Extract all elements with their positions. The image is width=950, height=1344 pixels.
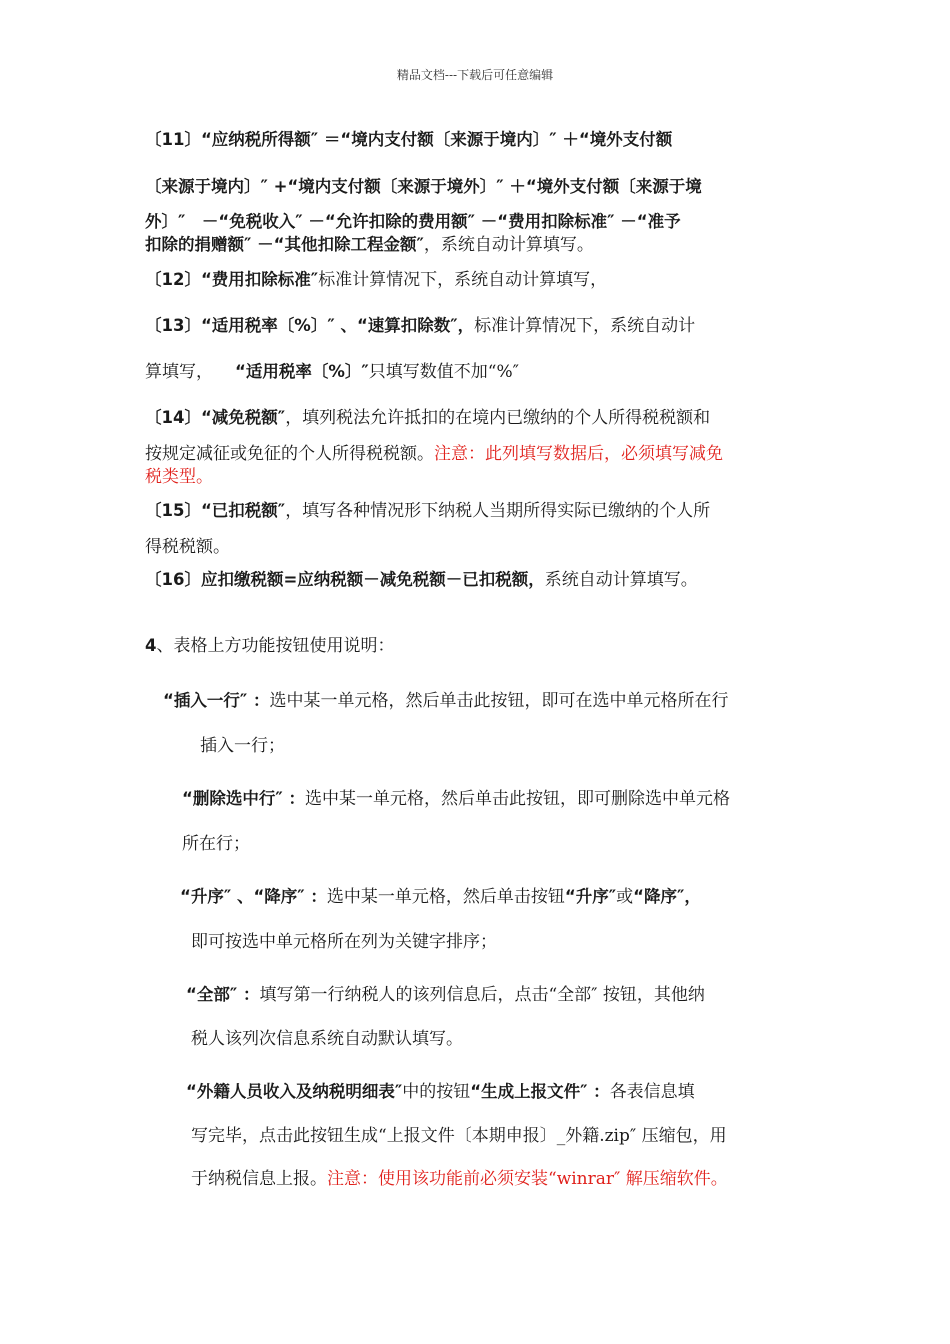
item-14-line-3	[145, 466, 213, 488]
delete-row-text-1: 选中某一单元格，然后单击此按钮，即可删除选中单元格	[304, 789, 730, 809]
section-4-number: 4	[145, 636, 157, 655]
item-16-heading: 〔16〕应扣缴税额=应纳税额－减免税额－已扣税额，	[145, 570, 545, 589]
item-13-text-3: 只填写数值不加“%″	[368, 362, 519, 382]
item-14-warning-1: 注意：此列填写数据后，必须填写减免	[434, 444, 723, 464]
all-desc-line-1	[186, 984, 705, 1006]
insert-row-text-1: 选中某一单元格，然后单击此按钮，即可在选中单元格所在行	[269, 691, 729, 711]
item-15-text-1: ，填写各种情况形下纳税人当期所得实际已缴纳的个人所	[285, 501, 711, 521]
item-13-heading-2: “适用税率〔%〕″	[235, 362, 369, 381]
delete-row-desc-line-1	[182, 788, 730, 810]
all-text-1: 填写第一行纳税人的该列信息后，点击“全部″ 按钮，其他纳	[259, 985, 705, 1005]
item-11-heading-1: 〔11〕“应纳税所得额″ ＝“境内支付额〔来源于境内〕″ ＋“境外支付额	[145, 130, 673, 149]
foreign-text-3: 写完毕，点击此按钮生成“上报文件〔本期申报〕_外籍.zip″ 压缩包，用	[191, 1126, 727, 1146]
item-16-text: 系统自动计算填写。	[544, 570, 698, 590]
item-13-heading: 〔13〕“适用税率〔%〕″ 、“速算扣除数″，	[145, 316, 475, 335]
item-14-heading: 〔14〕“减免税额″	[145, 408, 286, 427]
item-14-warning-2: 税类型。	[145, 467, 213, 487]
sort-label: “升序″ 、“降序″ ：	[180, 887, 327, 906]
item-12-text: 标准计算情况下，系统自动计算填写，	[318, 270, 608, 290]
item-11-line-3	[145, 211, 681, 233]
generate-file-label: “生成上报文件″ ：	[470, 1082, 610, 1101]
sort-desc-label: “降序″，	[633, 887, 701, 906]
delete-row-desc-line-2	[182, 833, 250, 855]
foreign-desc-line-1	[186, 1081, 695, 1103]
item-14-text-1: ，填列税法允许抵扣的在境内已缴纳的个人所得税税额和	[285, 408, 711, 428]
foreign-table-label: “外籍人员收入及纳税明细表″	[186, 1082, 403, 1101]
delete-row-text-2: 所在行；	[182, 834, 250, 854]
sort-or: 或	[616, 887, 634, 907]
insert-row-desc-line-2	[200, 735, 285, 757]
item-13-line-2	[145, 361, 519, 383]
all-label: “全部″ ：	[186, 985, 260, 1004]
item-15-line-2	[145, 536, 230, 558]
foreign-text-2: 各表信息填	[609, 1082, 695, 1102]
foreign-text-4: 于纳税信息上报。	[191, 1169, 327, 1189]
insert-row-desc-line-1	[163, 690, 728, 712]
item-14-line-2	[145, 443, 723, 465]
sort-asc-label: “升序″	[564, 887, 617, 906]
section-4-title-text: 、表格上方功能按钮使用说明：	[156, 636, 395, 656]
sort-desc-line-2	[191, 931, 497, 953]
item-15-text-2: 得税税额。	[145, 537, 230, 557]
sort-text-1: 选中某一单元格，然后单击按钮	[326, 887, 565, 907]
sort-desc-line-1	[180, 886, 701, 908]
foreign-text-1: 中的按钮	[402, 1082, 471, 1102]
all-text-2: 税人该列次信息系统自动默认填写。	[191, 1029, 463, 1049]
foreign-warning: 注意：使用该功能前必须安装“winrar″ 解压缩软件。	[327, 1169, 728, 1189]
item-11-text: ，系统自动计算填写。	[423, 235, 594, 255]
item-12-heading: 〔12〕“费用扣除标准″	[145, 270, 319, 289]
item-11-heading-4: 扣除的捐赠额″ －“其他扣除工程金额″	[145, 235, 424, 254]
all-desc-line-2	[191, 1028, 463, 1050]
foreign-desc-line-2	[191, 1125, 727, 1147]
insert-row-label: “插入一行″ ：	[163, 691, 270, 710]
item-12-line-1	[145, 269, 607, 291]
item-16-line-1	[145, 569, 698, 591]
item-14-text-2: 按规定减征或免征的个人所得税税额。	[145, 444, 434, 464]
item-14-line-1	[145, 407, 710, 429]
section-4-title	[145, 635, 394, 657]
item-11-line-4	[145, 234, 594, 256]
item-11-line-2	[145, 176, 702, 198]
item-13-line-1	[145, 315, 695, 337]
insert-row-text-2: 插入一行；	[200, 736, 285, 756]
delete-row-label: “删除选中行″ ：	[182, 789, 305, 808]
page-header: 精品文档---下载后可任意编辑	[396, 68, 554, 82]
item-13-text-1: 标准计算情况下，系统自动计	[474, 316, 696, 336]
item-15-heading: 〔15〕“已扣税额″	[145, 501, 286, 520]
item-13-text-2: 算填写，	[145, 362, 213, 382]
foreign-desc-line-3	[191, 1168, 728, 1190]
sort-text-2: 即可按选中单元格所在列为关键字排序；	[191, 932, 497, 952]
item-15-line-1	[145, 500, 710, 522]
item-11-line-1	[145, 129, 672, 151]
item-11-heading-2: 〔来源于境内〕″ +“境内支付额〔来源于境外〕″ ＋“境外支付额〔来源于境	[145, 177, 702, 196]
item-11-heading-3: 外〕″ －“免税收入″ －“允许扣除的费用额″ －“费用扣除标准″ －“准予	[145, 212, 681, 231]
